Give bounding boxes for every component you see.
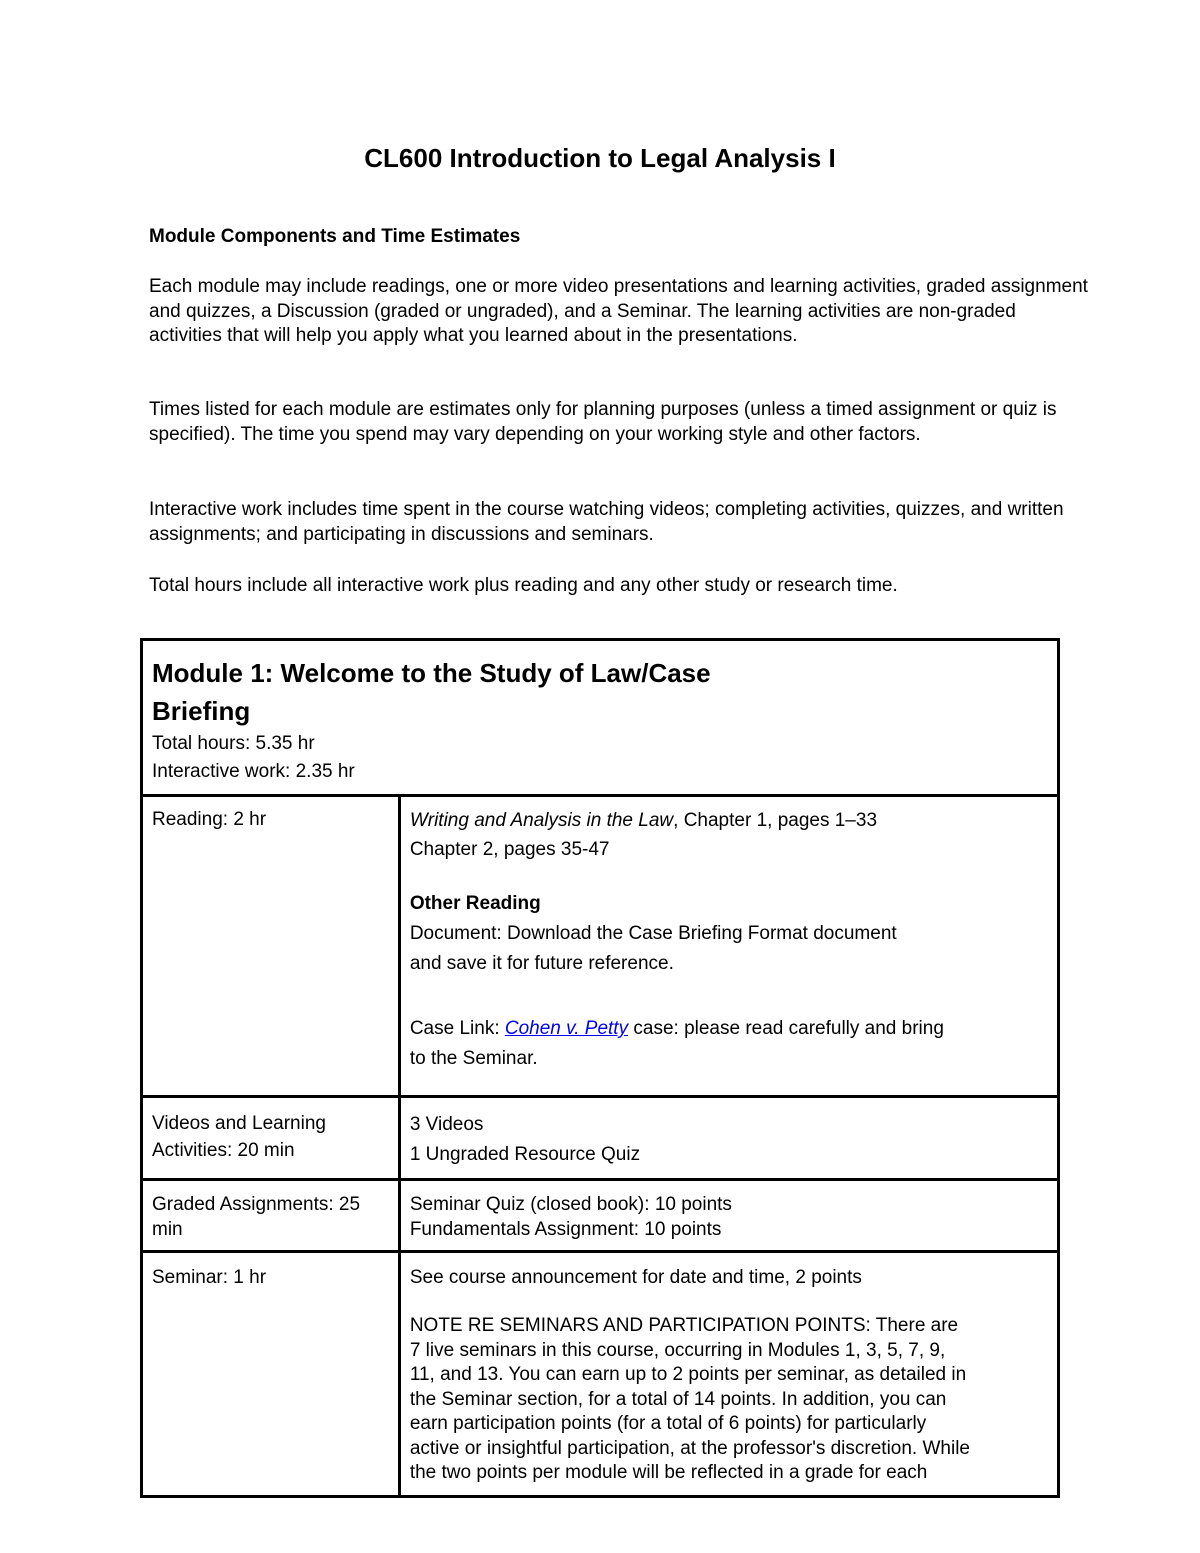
textbook-chapter2: Chapter 2, pages 35-47 <box>409 839 610 860</box>
seminar-label: Seminar: 1 hr <box>152 1267 267 1288</box>
videos-label-line-2: Activities: 20 min <box>152 1140 295 1161</box>
seminar-note-line: 7 live seminars in this course, occurring in Modules 1, 3, 5, 7, 9, <box>409 1339 946 1361</box>
reading-label-cell <box>142 796 400 1097</box>
graded-label-cell <box>142 1180 400 1252</box>
textbook-reference <box>410 807 1048 835</box>
graded-label-line-1: Graded Assignments: 25 <box>152 1194 361 1215</box>
seminar-note-line: the two points per module will be reflected in a grade for each <box>409 1462 928 1483</box>
videos-label-cell <box>142 1097 400 1180</box>
videos-content-cell <box>399 1097 1058 1180</box>
graded-label-line-2: min <box>152 1218 183 1240</box>
seminar-note-line: 11, and 13. You can earn up to 2 points per seminar, as detailed in <box>409 1364 967 1385</box>
seminar-note-line: earn participation points (for a total of 6 points) for particularly <box>409 1413 927 1434</box>
seminar-quiz: Seminar Quiz (closed book): 10 points <box>409 1194 732 1215</box>
seminar-note-line: the Seminar section, for a total of 14 points. In addition, you can <box>409 1388 947 1410</box>
reading-content-cell <box>399 796 1058 1097</box>
videos-label-line-1: Videos and Learning <box>152 1113 326 1134</box>
module-1-table <box>140 638 1060 1498</box>
seminar-note-line: active or insightful participation, at the professor's discretion. While <box>409 1437 970 1459</box>
reading-label: Reading: 2 hr <box>152 809 267 830</box>
module-header-cell <box>142 640 1059 796</box>
case-link-cohen-v-petty[interactable]: Cohen v. Petty <box>504 1018 629 1039</box>
table-row-seminar <box>142 1252 1059 1497</box>
page-title: CL600 Introduction to Legal Analysis I <box>364 143 836 173</box>
seminar-announcement: See course announcement for date and time, 2 points <box>409 1267 862 1288</box>
case-link-line <box>410 1014 1048 1044</box>
textbook-title: Writing and Analysis in the Law <box>409 810 674 831</box>
module-total-hours: Total hours: 5.35 hr <box>152 733 315 754</box>
ungraded-quiz: 1 Ungraded Resource Quiz <box>409 1144 641 1165</box>
module-interactive-work: Interactive work: 2.35 hr <box>152 761 355 782</box>
case-link-suffix: case: please read carefully and bring <box>628 1018 944 1039</box>
case-link-line-2: to the Seminar. <box>409 1048 538 1069</box>
module-header-row <box>142 640 1059 796</box>
intro-paragraph-components: Each module may include readings, one or more video presentations and learning activities, graded assignment and quizzes, a Discussion (graded or ungraded), and a Seminar. The learning activities are non-graded activities that will help you apply what you learned about in the presentations. <box>149 276 1088 346</box>
intro-paragraph-interactive-work: Interactive work includes time spent in the course watching videos; completing activities, quizzes, and written assignments; and participating in discussions and seminars. <box>149 499 1064 545</box>
videos-count: 3 Videos <box>409 1114 484 1135</box>
seminar-content-cell <box>399 1252 1058 1497</box>
document-line-1: Document: Download the Case Briefing Format document <box>409 923 897 944</box>
seminar-label-cell <box>142 1252 400 1497</box>
other-reading-heading: Other Reading <box>409 893 541 914</box>
intro-paragraph-total-hours: Total hours include all interactive work plus reading and any other study or research time. <box>149 575 898 596</box>
module-title: Module 1: Welcome to the Study of Law/Case Briefing <box>152 658 711 726</box>
case-link-prefix: Case Link: <box>409 1018 505 1039</box>
textbook-chapter1: , Chapter 1, pages 1–33 <box>673 810 878 831</box>
graded-content-cell <box>399 1180 1058 1252</box>
section-heading: Module Components and Time Estimates <box>149 226 521 247</box>
document-line-2: and save it for future reference. <box>409 953 674 974</box>
fundamentals-assignment: Fundamentals Assignment: 10 points <box>409 1218 722 1240</box>
intro-paragraph-time-estimates: Times listed for each module are estimates only for planning purposes (unless a timed assignment or quiz is specified). The time you spend may vary depending on your working style and other factors. <box>149 399 1057 445</box>
table-row-reading <box>142 796 1059 1097</box>
seminar-note-line: NOTE RE SEMINARS AND PARTICIPATION POINTS: There are <box>409 1315 959 1336</box>
table-row-videos <box>142 1097 1059 1180</box>
table-row-graded <box>142 1180 1059 1252</box>
